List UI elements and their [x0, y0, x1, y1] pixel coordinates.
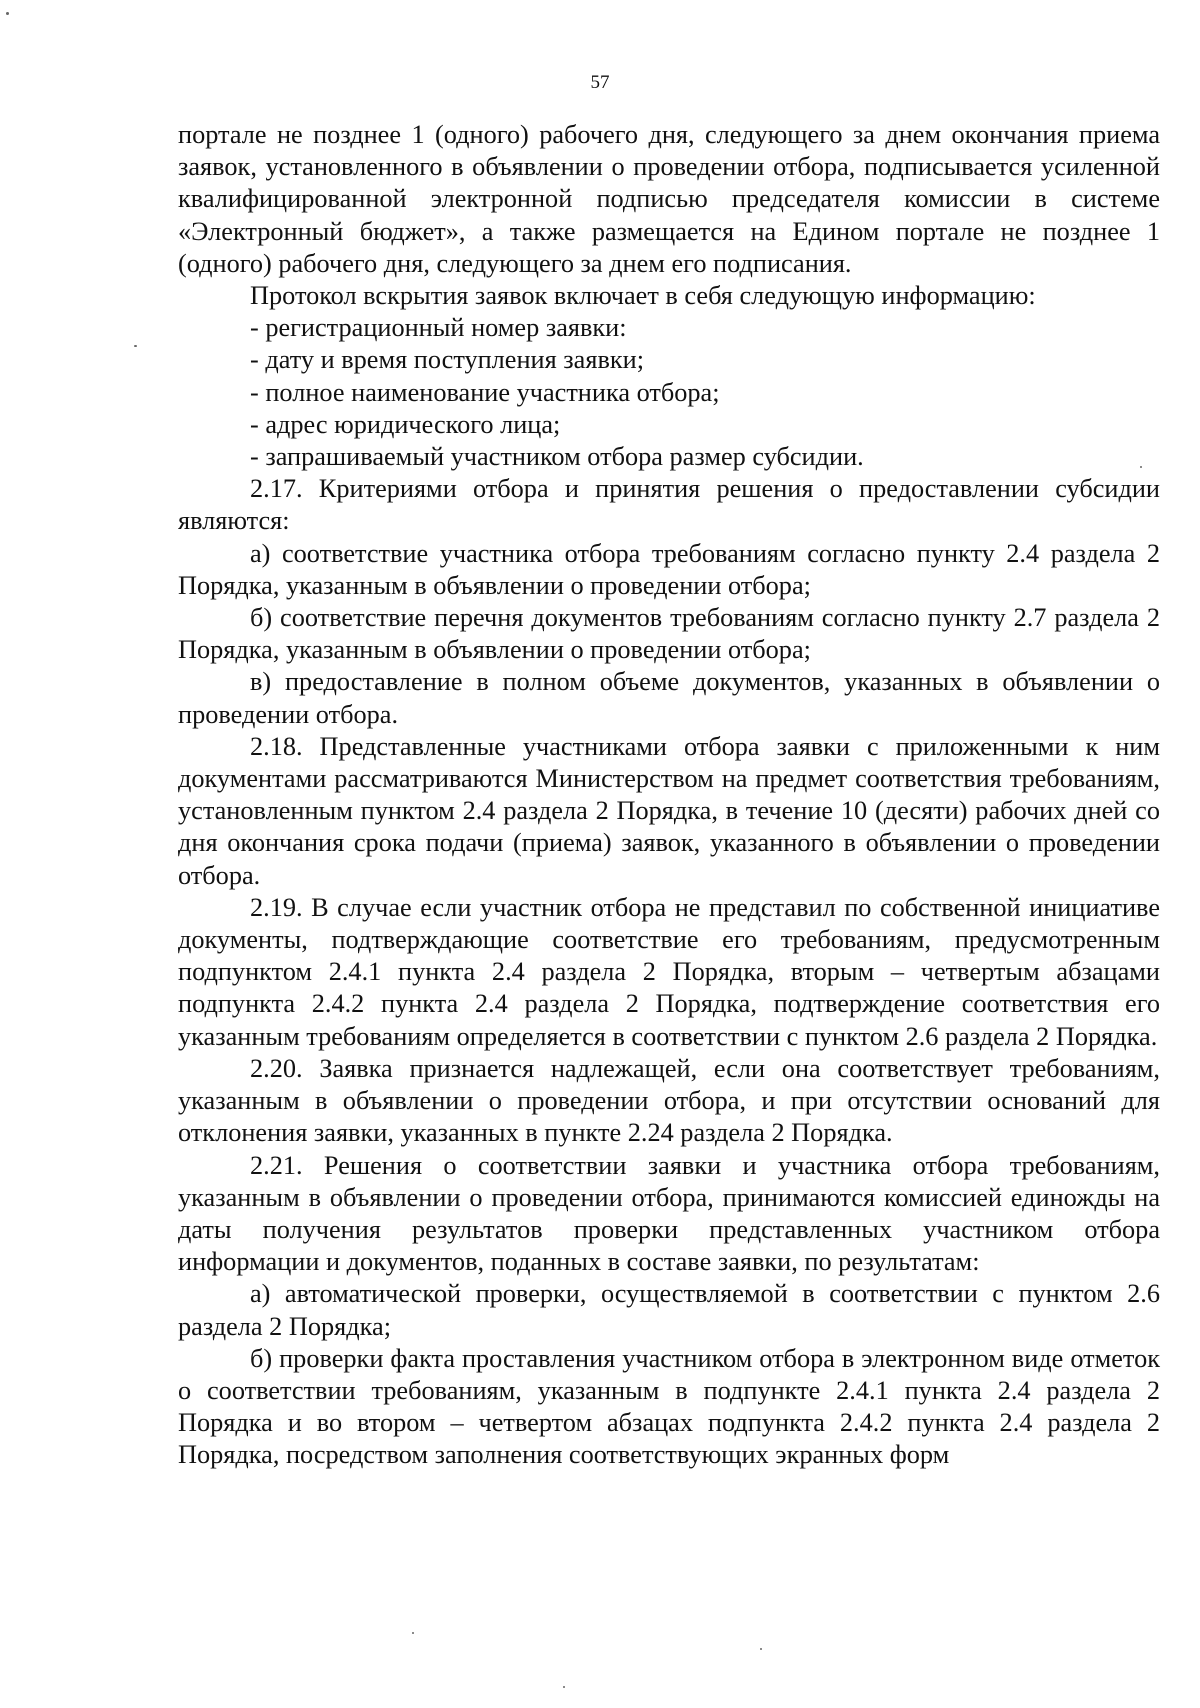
scan-speck: [412, 1632, 414, 1634]
list-item: - адрес юридического лица;: [250, 409, 561, 439]
list-item: - полное наименование участника отбора;: [250, 377, 720, 407]
scan-speck: [6, 12, 9, 15]
paragraph-2-18: 2.18. Представленные участниками отбора заявки с приложенными к ним документами рассматриваются Министерством на предмет соответствия требованиям, установленным пунктом 2.4 раздела 2 Порядка, в течение 10 (десяти) рабочих дней со дня окончания срока подачи (приема) заявок, указанного в объявлении о проведении отбора.: [178, 731, 1160, 890]
criteria-item-a: а) соответствие участника отбора требованиям согласно пункту 2.4 раздела 2 Порядка, указанным в объявлении о проведении отбора;: [178, 538, 1160, 600]
paragraph-continuation: портале не позднее 1 (одного) рабочего дня, следующего за днем окончания приема заявок, установленного в объявлении о проведении отбора, подписывается усиленной квалифицированной электронной подписью председателя комиссии в системе «Электронный бюджет», а также размещается на Едином портале не позднее 1 (одного) рабочего дня, следующего за днем его подписания.: [178, 120, 1160, 278]
results-item-b: б) проверки факта проставления участником отбора в электронном виде отметок о соответствии требованиям, указанным в подпункте 2.4.1 пункта 2.4 раздела 2 Порядка и во втором – четвертом абзацах подпункта 2.4.2 пункта 2.4 раздела 2 Порядка, посредством заполнения соответствующих экранных форм: [178, 1343, 1160, 1470]
criteria-item-v: в) предоставление в полном объеме документов, указанных в объявлении о проведении отбора.: [178, 667, 1160, 729]
scan-speck: [760, 1648, 762, 1650]
list-item: - дату и время поступления заявки;: [250, 345, 645, 375]
scan-speck: [563, 1686, 565, 1688]
paragraph-protocol-intro: Протокол вскрытия заявок включает в себя следующую информацию:: [250, 281, 1036, 311]
list-item: - запрашиваемый участником отбора размер субсидии.: [250, 442, 864, 472]
paragraph-2-19: 2.19. В случае если участник отбора не представил по собственной инициативе документы, подтверждающие соответствие его требованиям, предусмотренным подпунктом 2.4.1 пункта 2.4 раздела 2 Порядка, вторым – четвертым абзацами подпункта 2.4.2 пункта 2.4 раздела 2 Порядка, подтверждение соответствия его указанным требованиям определяется в соответствии с пунктом 2.6 раздела 2 Порядка.: [178, 892, 1160, 1051]
paragraph-2-17: 2.17. Критериями отбора и принятия решения о предоставлении субсидии являются:: [178, 474, 1160, 536]
list-item: - регистрационный номер заявки:: [250, 313, 627, 343]
paragraph-2-21: 2.21. Решения о соответствии заявки и участника отбора требованиям, указанным в объявлении о проведении отбора, принимаются комиссией единожды на даты получения результатов проверки представленных участником отбора информации и документов, поданных в составе заявки, по результатам:: [178, 1150, 1160, 1277]
page-number: 57: [590, 72, 610, 93]
criteria-item-b: б) соответствие перечня документов требованиям согласно пункту 2.7 раздела 2 Порядка, указанным в объявлении о проведении отбора;: [178, 603, 1160, 665]
scan-speck: [134, 345, 137, 347]
results-item-a: а) автоматической проверки, осуществляемой в соответствии с пунктом 2.6 раздела 2 Порядка;: [178, 1279, 1160, 1341]
document-body: [178, 119, 1160, 1472]
paragraph-2-20: 2.20. Заявка признается надлежащей, если она соответствует требованиям, указанным в объявлении о проведении отбора, и при отсутствии оснований для отклонения заявки, указанных в пункте 2.24 раздела 2 Порядка.: [178, 1053, 1160, 1148]
